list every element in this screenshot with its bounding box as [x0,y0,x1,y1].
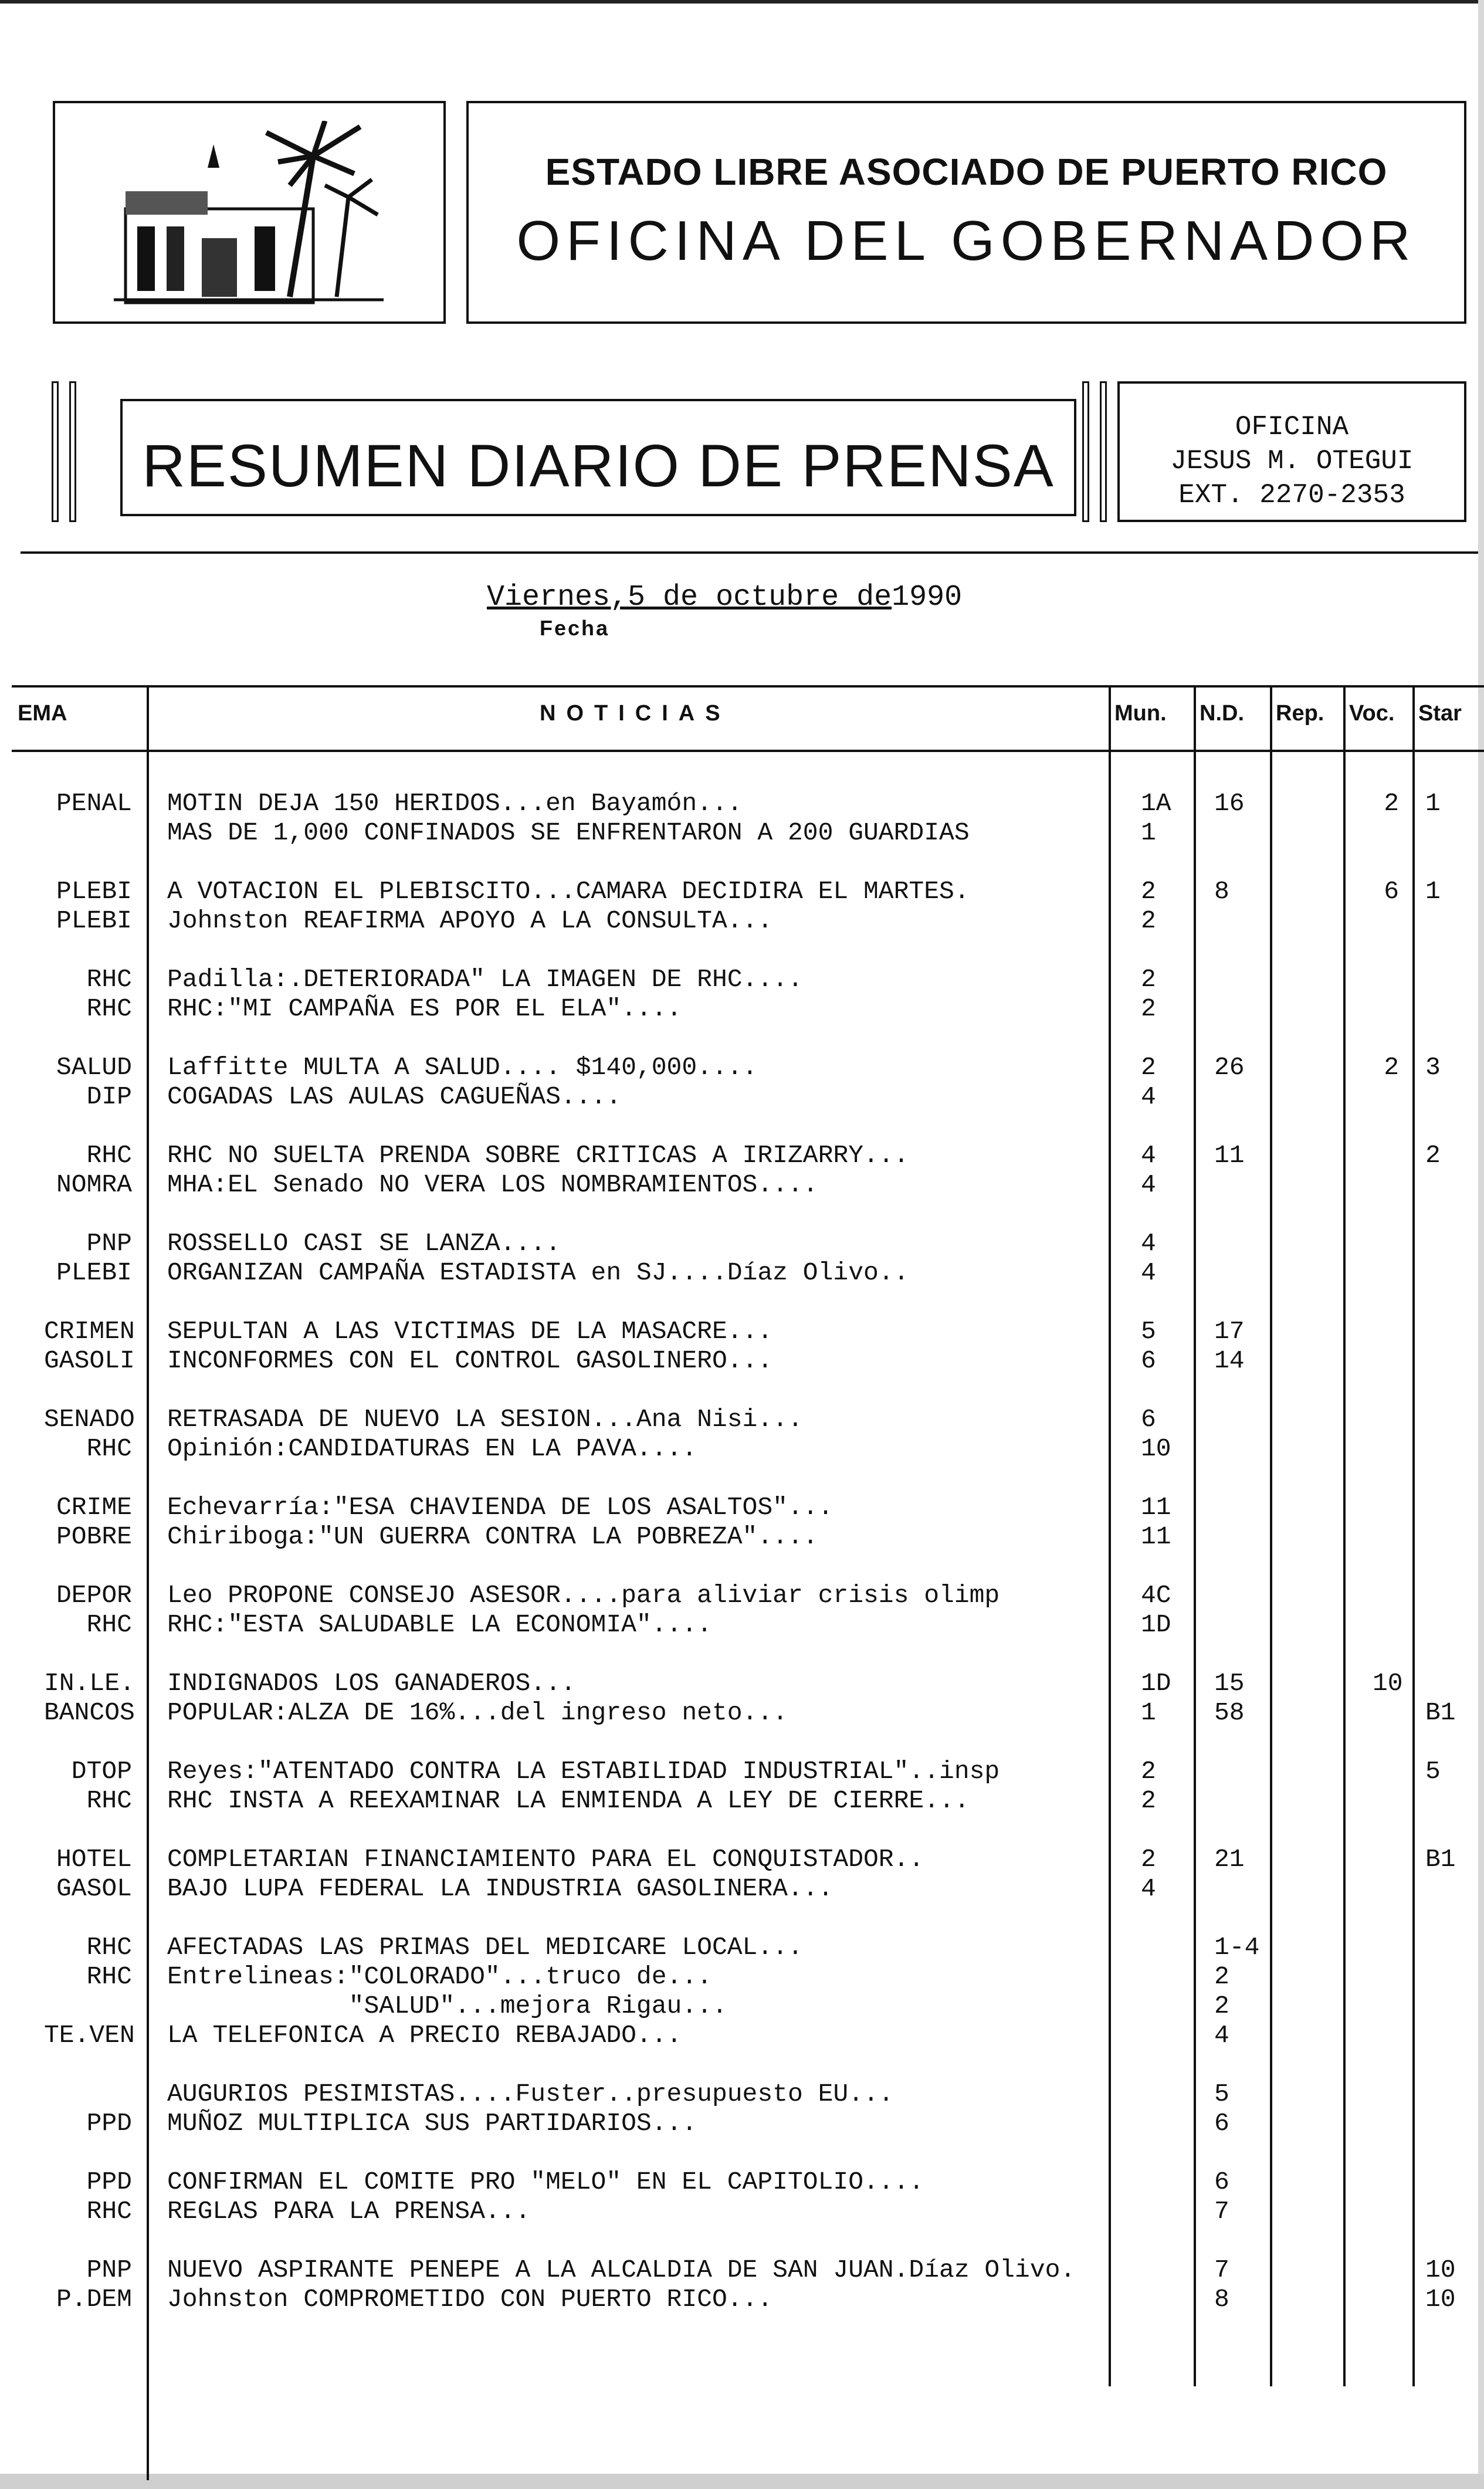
office-ext: EXT. 2270-2353 [1178,480,1405,510]
row-tema: DIP [86,1082,132,1111]
row-tema: SALUD [56,1053,132,1082]
row-noticia: Leo PROPONE CONSEJO ASESOR....para aliviar crisis olimp [167,1581,1000,1610]
col-header-noticias: NOTICIAS [540,701,731,726]
header-divider [21,551,1478,554]
row-noticia: REGLAS PARA LA PRENSA... [167,2197,531,2226]
row-star: 10 [1425,2256,1456,2284]
row-mun: 4C [1141,1581,1171,1610]
row-noticia: Opinión:CANDIDATURAS EN LA PAVA.... [167,1434,697,1463]
row-nd: 7 [1214,2256,1229,2284]
row-tema: P.DEM [56,2285,132,2314]
row-tema: POBRE [56,1522,132,1551]
row-noticia: Johnston COMPROMETIDO CON PUERTO RICO... [167,2285,773,2314]
scan-bottom-edge [0,2474,1484,2489]
table-top-rule [12,685,1484,688]
row-nd: 11 [1214,1141,1245,1170]
row-nd: 21 [1214,1845,1245,1874]
row-noticia: INDIGNADOS LOS GANADEROS... [167,1669,576,1698]
col-header-mun: Mun. [1114,701,1167,726]
row-nd: 14 [1214,1346,1245,1375]
row-mun: 2 [1141,965,1156,994]
row-noticia: AFECTADAS LAS PRIMAS DEL MEDICARE LOCAL... [167,1933,803,1962]
row-tema: IN.LE. [44,1669,135,1698]
row-mun: 1 [1141,1698,1156,1727]
row-noticia: SEPULTAN A LAS VICTIMAS DE LA MASACRE... [167,1317,773,1346]
row-mun: 2 [1141,906,1156,935]
row-star: 1 [1425,789,1441,818]
row-noticia: RETRASADA DE NUEVO LA SESION...Ana Nisi... [167,1405,803,1434]
row-mun: 2 [1141,877,1156,906]
row-nd: 16 [1214,789,1245,818]
row-noticia: NUEVO ASPIRANTE PENEPE A LA ALCALDIA DE SAN JUAN.Díaz Olivo. [167,2256,1076,2284]
col-header-nd: N.D. [1200,701,1244,726]
row-tema: RHC [86,1434,132,1463]
row-mun: 1A [1141,789,1171,818]
title-frame [466,101,1466,324]
row-mun: 4 [1141,1229,1156,1258]
row-star: 2 [1425,1141,1441,1170]
row-tema: PLEBI [56,877,132,906]
left-double-bar [52,381,110,522]
row-noticia: RHC NO SUELTA PRENDA SOBRE CRITICAS A IRIZARRY... [167,1141,909,1170]
row-mun: 4 [1141,1082,1156,1111]
row-mun: 2 [1141,994,1156,1023]
row-voc: 2 [1384,789,1399,818]
row-noticia: POPULAR:ALZA DE 16%...del ingreso neto... [167,1698,788,1727]
row-noticia: MUÑOZ MULTIPLICA SUS PARTIDARIOS... [167,2109,697,2138]
row-noticia: Chiriboga:"UN GUERRA CONTRA LA POBREZA".... [167,1522,818,1551]
column-line-voc [1343,685,1346,2386]
row-nd: 6 [1214,2109,1229,2138]
date-label: Fecha [540,616,610,640]
row-noticia: Johnston REAFIRMA APOYO A LA CONSULTA... [167,906,773,935]
row-noticia: AUGURIOS PESIMISTAS....Fuster..presupuesto EU... [167,2080,894,2108]
row-tema: RHC [86,1933,132,1962]
row-noticia: RHC:"ESTA SALUDABLE LA ECONOMIA".... [167,1610,712,1639]
row-tema: PLEBI [56,1258,132,1287]
row-noticia: A VOTACION EL PLEBISCITO...CAMARA DECIDIRA EL MARTES. [167,877,970,906]
row-star: 3 [1425,1053,1441,1082]
date-line [487,581,962,614]
row-mun: 2 [1141,1053,1156,1082]
row-mun: 11 [1141,1522,1171,1551]
row-mun: 2 [1141,1786,1156,1815]
row-nd: 4 [1214,2021,1229,2050]
row-tema: CRIMEN [44,1317,135,1346]
date-text: Viernes,5 de octubre de [487,581,892,614]
row-voc: 2 [1384,1053,1399,1082]
column-line-rep [1270,685,1272,2386]
table-header-rule [12,750,1484,752]
row-mun: 2 [1141,1757,1156,1786]
date-year: 1990 [892,581,963,614]
row-tema: CRIME [56,1493,132,1522]
row-tema: DEPOR [56,1581,132,1610]
row-noticia: MOTIN DEJA 150 HERIDOS...en Bayamón... [167,789,743,818]
row-tema: NOMRA [56,1170,132,1199]
row-noticia: COGADAS LAS AULAS CAGUEÑAS.... [167,1082,622,1111]
logo-frame [53,101,446,324]
row-nd: 15 [1214,1669,1245,1698]
row-mun: 5 [1141,1317,1156,1346]
row-noticia: MHA:EL Senado NO VERA LOS NOMBRAMIENTOS.... [167,1170,818,1199]
office-contact-box [1117,381,1466,522]
row-mun: 11 [1141,1493,1171,1522]
row-tema: DTOP [71,1757,132,1786]
row-nd: 5 [1214,2080,1229,2108]
row-nd: 58 [1214,1698,1245,1727]
row-tema: PNP [86,2256,132,2284]
row-noticia: CONFIRMAN EL COMITE PRO "MELO" EN EL CAPITOLIO.... [167,2168,924,2196]
column-line-tema [147,685,149,2480]
middle-double-bar [1082,381,1117,522]
row-mun: 6 [1141,1405,1156,1434]
row-mun: 1D [1141,1610,1171,1639]
row-noticia: Laffitte MULTA A SALUD.... $140,000.... [167,1053,758,1082]
col-header-tema: EMA [18,701,67,726]
row-nd: 2 [1214,1992,1229,2020]
row-nd: 8 [1214,2285,1229,2314]
row-nd: 1-4 [1214,1933,1260,1962]
row-tema: RHC [86,1141,132,1170]
row-noticia: ORGANIZAN CAMPAÑA ESTADISTA en SJ....Díaz Olivo.. [167,1258,909,1287]
column-line-star [1412,685,1415,2386]
row-noticia: RHC:"MI CAMPAÑA ES POR EL ELA".... [167,994,682,1023]
office-contact [1120,410,1464,512]
row-tema: BANCOS [44,1698,135,1727]
row-tema: GASOL [56,1874,132,1903]
row-star: B1 [1425,1698,1456,1727]
row-nd: 26 [1214,1053,1245,1082]
row-mun: 4 [1141,1170,1156,1199]
row-noticia: INCONFORMES CON EL CONTROL GASOLINERO... [167,1346,773,1375]
row-noticia: MAS DE 1,000 CONFINADOS SE ENFRENTARON A 200 GUARDIAS [167,818,970,847]
row-star: 10 [1425,2285,1456,2314]
row-tema: PENAL [56,789,132,818]
government-title: ESTADO LIBRE ASOCIADO DE PUERTO RICO [545,151,1388,193]
row-nd: 8 [1214,877,1229,906]
row-mun: 2 [1141,1845,1156,1874]
col-header-rep: Rep. [1276,701,1324,726]
office-name: JESUS M. OTEGUI [1170,446,1414,476]
row-noticia: LA TELEFONICA A PRECIO REBAJADO... [167,2021,682,2050]
row-voc: 6 [1384,877,1399,906]
row-noticia: Reyes:"ATENTADO CONTRA LA ESTABILIDAD INDUSTRIAL"..insp [167,1757,1000,1786]
row-noticia: BAJO LUPA FEDERAL LA INDUSTRIA GASOLINERA... [167,1874,834,1903]
row-mun: 10 [1141,1434,1171,1463]
row-nd: 6 [1214,2168,1229,2196]
banner-frame [120,399,1076,516]
row-tema: PPD [86,2168,132,2196]
row-tema: PLEBI [56,906,132,935]
row-star: 1 [1425,877,1441,906]
col-header-voc: Voc. [1349,701,1395,726]
row-noticia: "SALUD"...mejora Rigau... [167,1992,727,2020]
fortaleza-building-logo [114,121,384,309]
row-noticia: Echevarría:"ESA CHAVIENDA DE LOS ASALTOS"... [167,1493,834,1522]
row-mun: 4 [1141,1874,1156,1903]
row-tema: RHC [86,965,132,994]
column-line-nd [1194,685,1196,2386]
column-line-mun [1109,685,1111,2386]
row-mun: 6 [1141,1346,1156,1375]
row-tema: HOTEL [56,1845,132,1874]
row-nd: 7 [1214,2197,1229,2226]
row-noticia: ROSSELLO CASI SE LANZA.... [167,1229,561,1258]
row-nd: 17 [1214,1317,1245,1346]
row-noticia: Padilla:.DETERIORADA" LA IMAGEN DE RHC.... [167,965,803,994]
row-nd: 2 [1214,1962,1229,1991]
row-mun: 4 [1141,1258,1156,1287]
row-tema: PNP [86,1229,132,1258]
scan-top-edge [0,0,1484,4]
row-tema: RHC [86,1786,132,1815]
row-tema: GASOLI [44,1346,135,1375]
row-mun: 1 [1141,818,1156,847]
scan-right-edge [1478,0,1484,2489]
row-tema: SENADO [44,1405,135,1434]
row-noticia: COMPLETARIAN FINANCIAMIENTO PARA EL CONQUISTADOR.. [167,1845,924,1874]
row-voc: 10 [1373,1669,1403,1698]
row-tema: RHC [86,2197,132,2226]
row-tema: TE.VEN [44,2021,135,2050]
row-noticia: RHC INSTA A REEXAMINAR LA ENMIENDA A LEY DE CIERRE... [167,1786,970,1815]
row-mun: 4 [1141,1141,1156,1170]
row-tema: PPD [86,2109,132,2138]
row-noticia: Entrelineas:"COLORADO"...truco de... [167,1962,712,1991]
office-title: OFICINA DEL GOBERNADOR [516,209,1417,272]
row-tema: RHC [86,1962,132,1991]
office-label: OFICINA [1235,412,1349,442]
row-tema: RHC [86,994,132,1023]
row-tema: RHC [86,1610,132,1639]
row-mun: 1D [1141,1669,1171,1698]
col-header-star: Star [1418,701,1462,726]
banner-title: RESUMEN DIARIO DE PRENSA [142,432,1055,499]
row-star: 5 [1425,1757,1441,1786]
row-star: B1 [1425,1845,1456,1874]
